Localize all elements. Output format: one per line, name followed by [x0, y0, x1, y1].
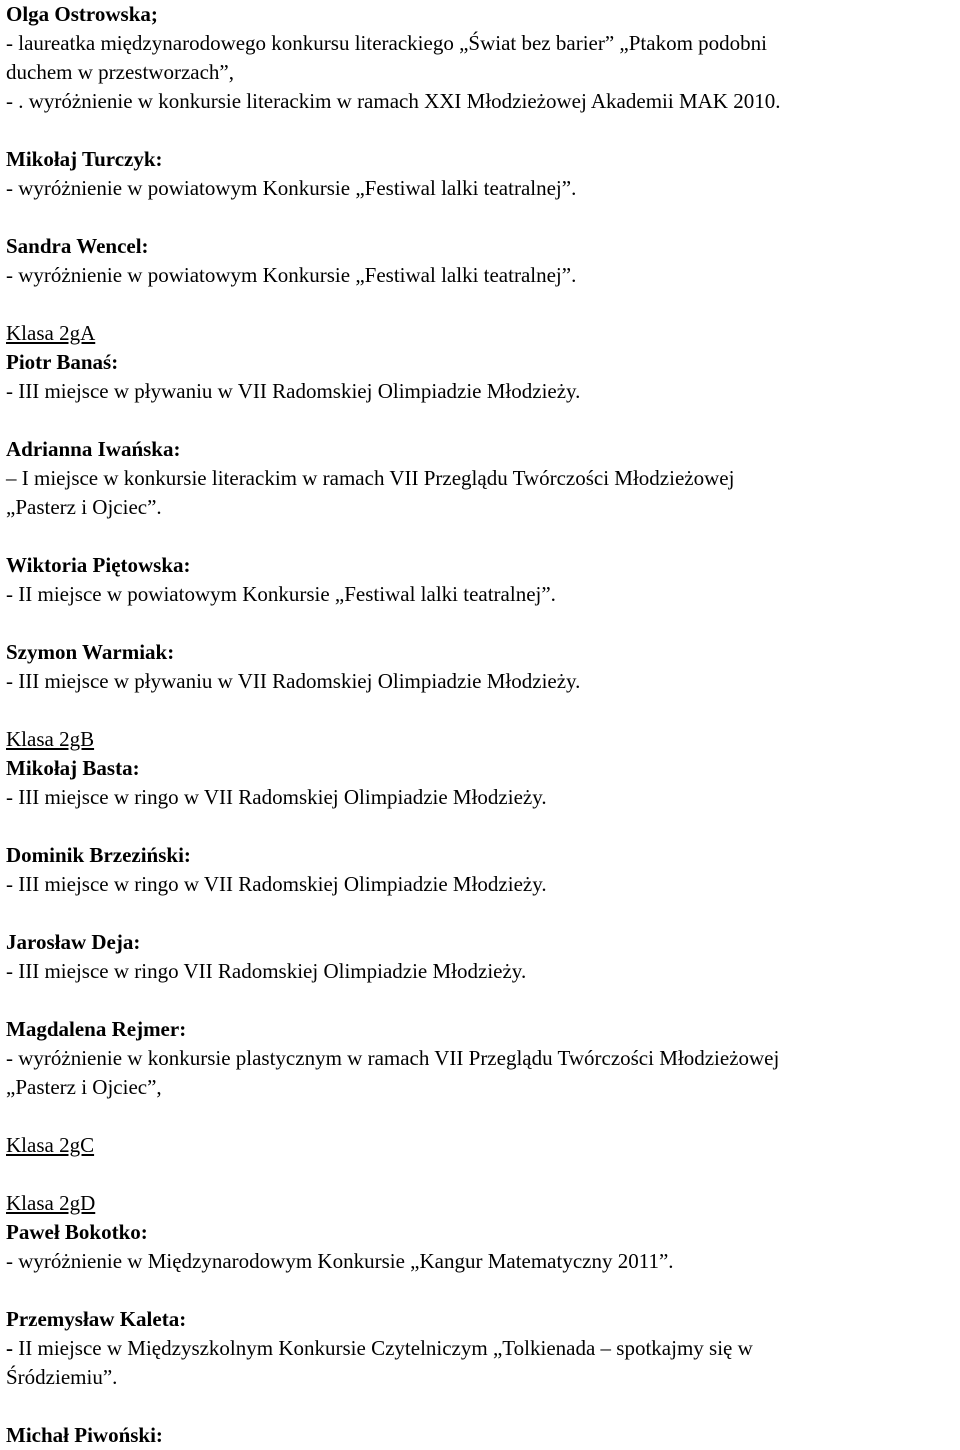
class-heading-klasa-2ga: Klasa 2gA — [6, 321, 96, 345]
class-heading-klasa-2gb: Klasa 2gB — [6, 727, 95, 751]
bullet-dash: - — [6, 1336, 13, 1360]
award-text-line: - III miejsce w pływaniu w VII Radomskiej Olimpiadzie Młodzieży. — [6, 379, 581, 403]
award-entry — [6, 232, 951, 290]
document-body — [6, 0, 951, 1450]
student-name: Magdalena Rejmer: — [6, 1017, 187, 1041]
award-entry — [6, 1015, 951, 1102]
award-text-line: - III miejsce w ringo w VII Radomskiej Olimpiadzie Młodzieży. — [6, 872, 547, 896]
award-text-line: - III miejsce w ringo w VII Radomskiej Olimpiadzie Młodzieży. — [6, 785, 547, 809]
award-entry — [6, 435, 951, 522]
award-entry — [6, 1218, 951, 1276]
award-text-line: duchem w przestworzach”, — [6, 60, 234, 84]
award-text-line: „Pasterz i Ojciec”. — [6, 495, 162, 519]
award-entry — [6, 348, 951, 406]
award-entry — [6, 928, 951, 986]
award-text-line: - III miejsce w pływaniu w VII Radomskiej Olimpiadzie Młodzieży. — [6, 669, 581, 693]
award-entry — [6, 638, 951, 696]
award-text-line: - wyróżnienie w konkursie plastycznym w ramach VII Przeglądu Twórczości Młodzieżowej — [6, 1046, 780, 1070]
award-text-line: – I miejsce w konkursie literackim w ramach VII Przeglądu Twórczości Młodzieżowej — [6, 466, 735, 490]
award-entry — [6, 145, 951, 203]
award-text-line: „Pasterz i Ojciec”, — [6, 1075, 162, 1099]
student-name: Adrianna Iwańska: — [6, 437, 181, 461]
award-text-line: - wyróżnienie w Międzynarodowym Konkursie „Kangur Matematyczny 2011”. — [6, 1249, 674, 1273]
student-name: Szymon Warmiak: — [6, 640, 175, 664]
student-name: Mikołaj Basta: — [6, 756, 140, 780]
student-name: Mikołaj Turczyk: — [6, 147, 163, 171]
award-text-line: - III miejsce w ringo VII Radomskiej Olimpiadzie Młodzieży. — [6, 959, 527, 983]
class-section — [6, 1131, 951, 1160]
student-name: Wiktoria Piętowska: — [6, 553, 191, 577]
award-entry — [6, 0, 951, 116]
class-heading-klasa-2gc: Klasa 2gC — [6, 1133, 95, 1157]
student-name: Jarosław Deja: — [6, 930, 141, 954]
award-text-line: - wyróżnienie w powiatowym Konkursie „Festiwal lalki teatralnej”. — [6, 176, 577, 200]
award-entry — [6, 841, 951, 899]
award-entry — [6, 754, 951, 812]
award-text-line: - II miejsce w powiatowym Konkursie „Festiwal lalki teatralnej”. — [6, 582, 556, 606]
award-text-line: Śródziemiu”. — [6, 1365, 118, 1389]
student-name: Przemysław Kaleta: — [6, 1307, 187, 1331]
student-name: Sandra Wencel: — [6, 234, 149, 258]
award-entry — [6, 1305, 951, 1392]
student-name: Dominik Brzeziński: — [6, 843, 191, 867]
student-name: Olga Ostrowska; — [6, 2, 158, 26]
award-text-line: - wyróżnienie w powiatowym Konkursie „Festiwal lalki teatralnej”. — [6, 263, 577, 287]
student-name: Piotr Banaś: — [6, 350, 119, 374]
student-name: Michał Piwoński: — [6, 1423, 163, 1447]
award-entry — [6, 551, 951, 609]
award-text-line: - II miejsce w Międzyszkolnym Konkursie Czytelniczym „Tolkienada – spotkajmy się w — [6, 1336, 753, 1360]
student-name: Paweł Bokotko: — [6, 1220, 148, 1244]
class-heading-klasa-2gd: Klasa 2gD — [6, 1191, 96, 1215]
award-text-line: - laureatka międzynarodowego konkursu literackiego „Świat bez barier” „Ptakom podobni — [6, 31, 767, 55]
award-text-line: - . wyróżnienie w konkursie literackim w ramach XXI Młodzieżowej Akademii MAK 2010. — [6, 89, 781, 113]
